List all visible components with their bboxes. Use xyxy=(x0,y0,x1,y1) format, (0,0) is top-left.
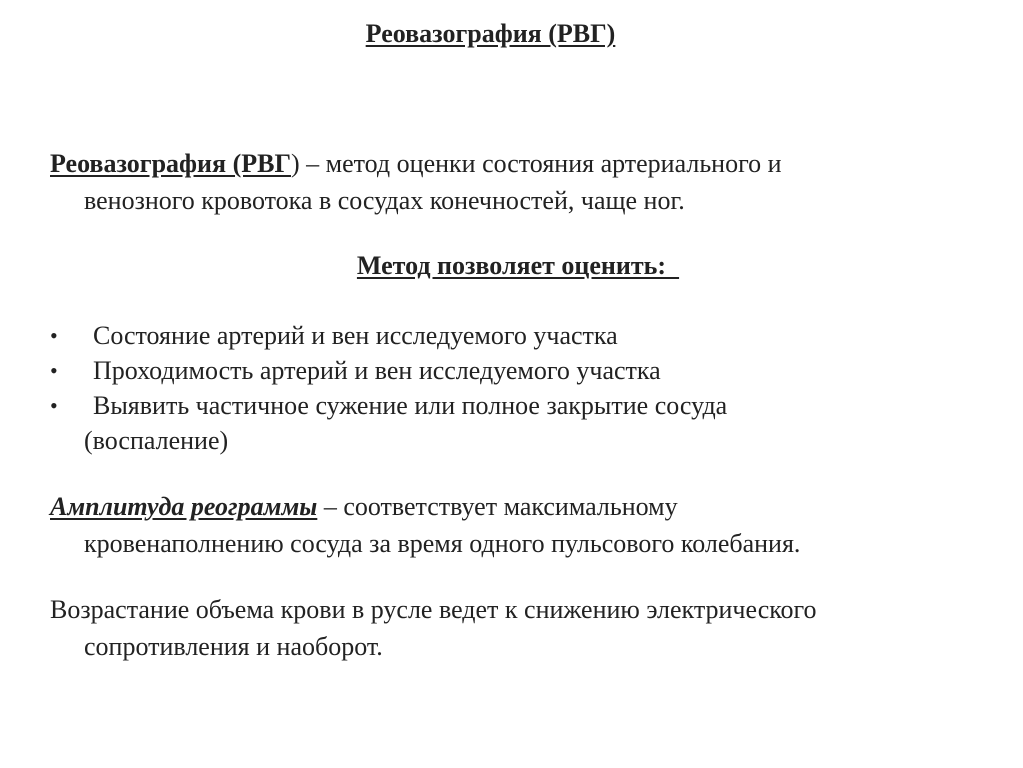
definition-paragraph xyxy=(50,145,990,219)
definition-text-line2: венозного кровотока в сосудах конечностей, чаще ног. xyxy=(84,186,685,215)
definition-text-line1: ) – метод оценки состояния артериального и xyxy=(291,149,782,178)
bullet-item xyxy=(50,318,980,353)
closing-text-line2: сопротивления и наоборот. xyxy=(84,632,383,661)
bullet-symbol: • xyxy=(50,393,58,418)
bullet-text: Выявить частичное сужение или полное закрытие сосуда xyxy=(93,391,728,420)
closing-text-line1: Возрастание объема крови в русле ведет к снижению электрического xyxy=(50,595,817,624)
slide-title: Реовазография (РВГ) xyxy=(365,19,616,48)
bullet-text: Проходимость артерий и вен исследуемого участка xyxy=(93,356,661,385)
amplitude-text-line1: – соответствует максимальному xyxy=(317,492,678,521)
bullet-item xyxy=(50,388,980,458)
method-bullet-list xyxy=(50,318,980,458)
bullet-symbol: • xyxy=(50,358,58,383)
method-subheading: Метод позволяет оценить: xyxy=(356,251,680,280)
bullet-item xyxy=(50,353,980,388)
definition-term: Реовазография (РВГ xyxy=(50,149,291,178)
amplitude-term: Амплитуда реограммы xyxy=(50,492,318,521)
bullet-text: Состояние артерий и вен исследуемого участка xyxy=(93,321,618,350)
bullet-symbol: • xyxy=(50,323,58,348)
closing-paragraph xyxy=(50,591,990,665)
amplitude-text-line2: кровенаполнению сосуда за время одного пульсового колебания. xyxy=(84,529,801,558)
amplitude-paragraph xyxy=(50,488,990,562)
bullet-text-continuation: (воспаление) xyxy=(84,426,229,455)
